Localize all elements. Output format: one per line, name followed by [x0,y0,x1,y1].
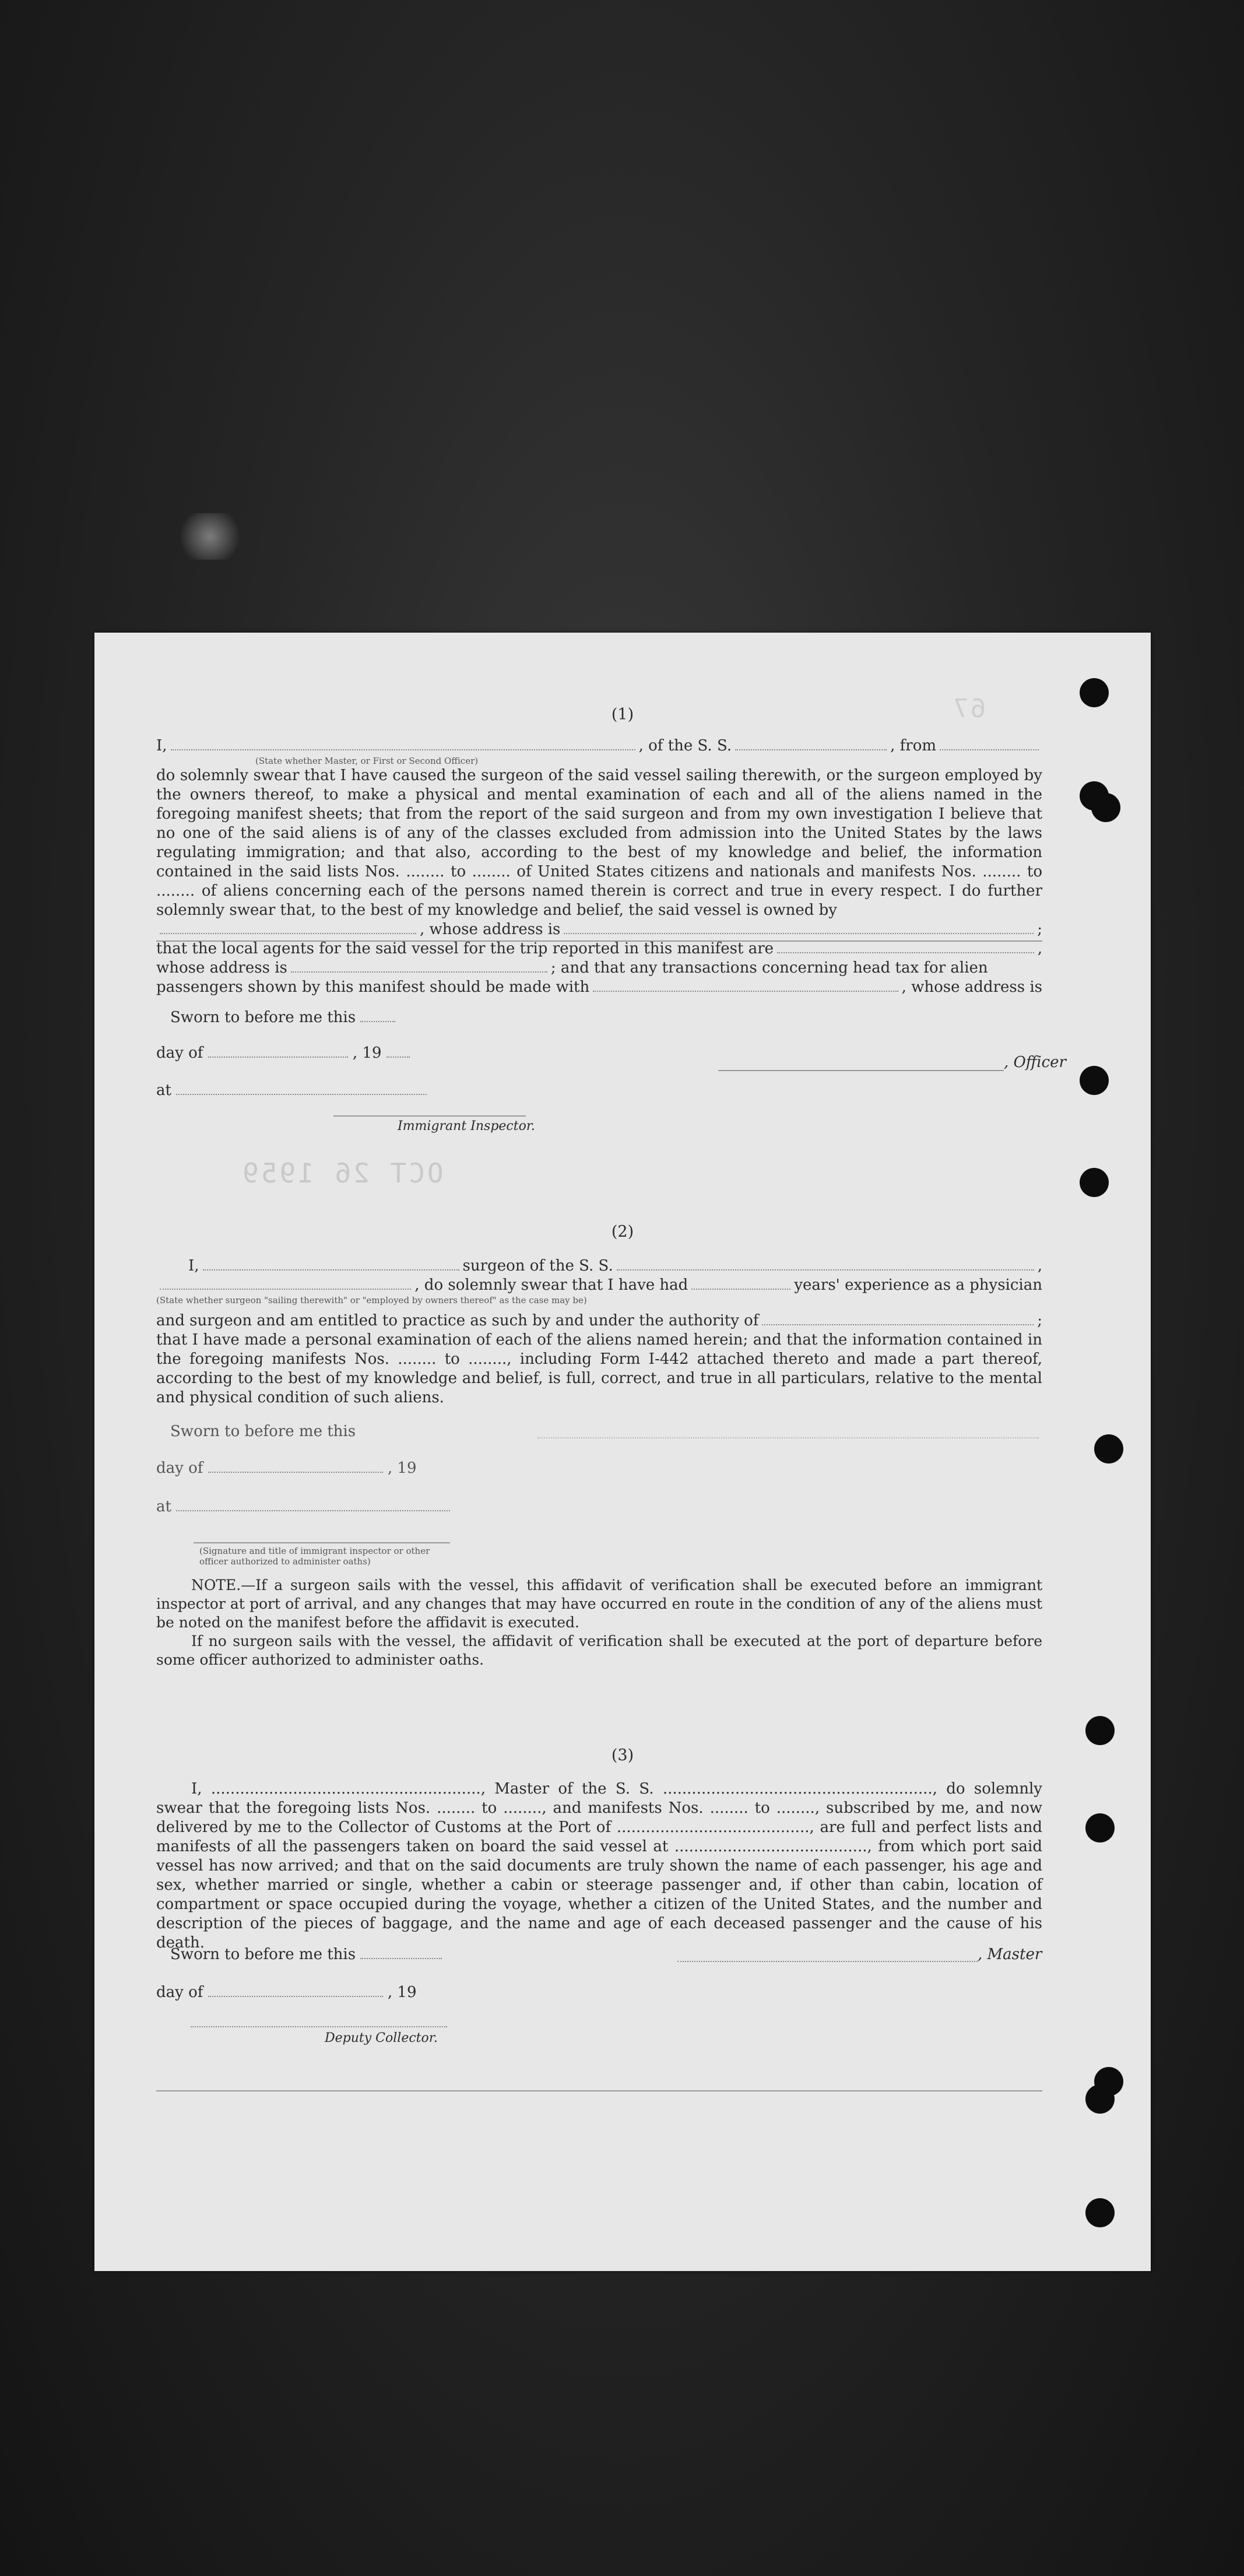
punch-hole [1080,1168,1109,1197]
at-label: at [156,1082,171,1099]
agents-address-line [156,959,1042,978]
surgeon-status-caption: (State whether surgeon "sailing therewith" or "employed by owners thereof" as the case may be) [156,1295,587,1305]
section-2-heading: (2) [611,1223,634,1241]
day-blank[interactable] [208,1472,383,1473]
at-blank[interactable] [176,1510,450,1511]
section-3-oath-text: I, ........................................................, Master of the S. S. ........................................................, do solemnly swear that the foregoing lists Nos. ........ to ........, and manifests Nos. ........ to ........, subscribed by me, and now delivered by me to the Collector of Customs at the Port of ........................................, are full and perfect lists and manifests of all the passengers taken on board the said vessel at ........................................, from which port said vessel has now arrived; and that on the said documents are truly shown the name of each passenger, his age and sex, whether married or single, whether a cabin or steerage passenger and, if other than cabin, location of compartment or space occupied during the voyage, whether a citizen of the United States, and the number and description of the pieces of baggage, and the name and age of each deceased passenger and the cause of his death. [156,1780,1042,1952]
immigrant-inspector-label: Immigrant Inspector. [398,1119,535,1133]
sworn-blank [360,1021,395,1022]
note-no-surgeon: If no surgeon sails with the vessel, the affidavit of verification shall be executed at the port of departure before some officer authorized to administer oaths. [156,1633,1042,1668]
section-2-first-line [156,1257,1042,1276]
section-1-first-line [156,736,1042,756]
from-label: , from [890,737,936,754]
at-blank[interactable] [176,1094,427,1095]
at-label: at [156,1498,171,1515]
section-1-at-line [156,1082,427,1099]
bottom-rule [156,2090,1042,2091]
punch-hole [1091,793,1120,822]
year-label: , 19 [387,1459,417,1477]
punch-hole [1085,2084,1115,2114]
agents-label: that the local agents for the said vessel for the trip reported in this manifest are [156,940,774,957]
deputy-signature-rule [191,2026,447,2027]
scanner-smudge [175,513,245,560]
owner-field[interactable] [160,920,416,934]
year-label: , 19 [352,1044,382,1062]
vessel-name-field[interactable] [735,736,887,750]
surgeon-of-ss-label: surgeon of the S. S. [462,1257,613,1275]
section-2-signature-rule [194,1542,450,1543]
punch-hole [1085,2198,1115,2227]
of-ss-label: , of the S. S. [638,737,732,754]
officer-name-field[interactable] [171,736,635,750]
inspector-signature-rule [333,1115,526,1117]
section-2-notes [156,1576,1042,1669]
section-2-signature-caption: (Signature and title of immigrant inspector or other officer authorized to administer oaths) [199,1546,430,1567]
section-1-day-line [156,1044,410,1062]
bleed-through-date-stamp: OCT 26 1959 [240,1157,444,1189]
punch-hole [1080,678,1109,707]
section-2-body [156,1257,1042,1408]
years-label: years' experience as a physician [794,1276,1042,1294]
surgeon-vessel-field[interactable] [617,1257,1034,1271]
authority-line [156,1311,1042,1331]
sworn-label: Sworn to before me this [170,1009,356,1026]
section-3-sworn-line [170,1946,442,1963]
surgeon-name-field[interactable] [203,1257,459,1271]
day-blank[interactable] [208,1996,383,1997]
punch-hole [1094,1434,1123,1464]
sworn-label: Sworn to before me this [170,1423,356,1440]
authority-label: and surgeon and am entitled to practice as such by and under the authority of [156,1312,759,1329]
comma: , [1037,940,1042,957]
section-3-body [156,1780,1042,1953]
officer-label: , Officer [1004,1054,1066,1071]
semicolon: ; [1037,921,1042,938]
day-of-label: day of [156,1459,203,1477]
owner-address-line [156,920,1042,939]
bleed-through-page-number: 67 [951,694,986,724]
deputy-collector-label: Deputy Collector. [325,2031,438,2045]
punch-hole [1085,1813,1115,1842]
agents-address-field[interactable] [291,959,547,973]
passengers-label: passengers shown by this manifest should be made with [156,978,590,996]
manifest-form-page [94,633,1151,2271]
surgeon-status-field[interactable] [160,1276,411,1290]
section-2-right-rule [537,1437,1039,1438]
head-tax-label: ; and that any transactions concerning head tax for alien [550,959,988,977]
section-1-oath-text: do solemnly swear that I have caused the surgeon of the said vessel sailing therewith, or the surgeon employed by the owners thereof, to make a physical and mental examination of each and all of the aliens named in the foregoing manifest sheets; that from the report of the said surgeon and from my own investigation I believe that no one of the said aliens is of any of the classes excluded from admission into the United States by the laws regulating immigration; and that also, according to the best of my knowledge and belief, the information contained in the said lists Nos. ........ to ........ of United States citizens and nationals and manifests Nos. ........ to ........ of aliens concerning each of the persons named therein is correct and true in every respect. I do further solemnly swear that, to the best of my knowledge and belief, the said vessel is owned by [156,767,1042,919]
year-blank[interactable] [386,1057,410,1058]
passengers-line [156,978,1042,997]
master-signature-rule [677,1961,978,1962]
contact-address-label: , whose address is [901,978,1042,996]
section-2-at-line [156,1498,450,1515]
swear-label: , do solemnly swear that I have had [414,1276,688,1294]
agents-line [156,939,1042,959]
section-1-heading: (1) [611,706,634,724]
day-of-label: day of [156,1044,203,1062]
semicolon: ; [1037,1312,1042,1329]
note-surgeon-sails: NOTE.—If a surgeon sails with the vessel, this affidavit of verification shall be executed before an immigrant inspector at port of arrival, and any changes that may have occurred en route in the condition of any of the aliens must be noted on the manifest before the affidavit is executed. [156,1577,1042,1631]
section-1-body [156,736,1042,997]
years-field[interactable] [691,1276,790,1290]
section-2-sworn-line [170,1423,356,1440]
section-3-heading: (3) [611,1746,634,1764]
i-label: I, [156,737,167,754]
comma: , [1037,1257,1042,1275]
sworn-label: Sworn to before me this [170,1946,356,1963]
i-label: I, [188,1257,199,1275]
section-2-oath-text: that I have made a personal examination of each of the aliens named herein; and that the information contained in the foregoing manifests Nos. ........ to ........, including Form I-442 attached thereto and made a part thereof, according to the best of my knowledge and belief, is full, correct, and true in all particulars, relative to the mental and physical condition of such aliens. [156,1331,1042,1406]
agents-address-label: whose address is [156,959,287,977]
head-tax-contact-field[interactable] [593,978,898,992]
year-label: , 19 [387,1984,417,2001]
owner-address-label: , whose address is [420,921,561,938]
master-label: , Master [978,1946,1042,1963]
officer-rank-caption: (State whether Master, or First or Second Officer) [255,756,479,766]
authority-field[interactable] [762,1311,1034,1325]
officer-signature-rule [718,1070,1004,1071]
section-1-sworn-line [170,1009,395,1026]
sworn-blank[interactable] [360,1958,442,1959]
section-1-rule [156,940,1042,942]
section-2-day-line [156,1459,417,1477]
day-blank[interactable] [208,1057,348,1058]
punch-hole [1085,1716,1115,1745]
from-port-field[interactable] [940,736,1039,750]
punch-hole [1080,1066,1109,1095]
section-3-day-line [156,1984,417,2001]
owner-address-field[interactable] [564,920,1034,934]
section-2-second-line [156,1276,1042,1295]
day-of-label: day of [156,1984,203,2001]
